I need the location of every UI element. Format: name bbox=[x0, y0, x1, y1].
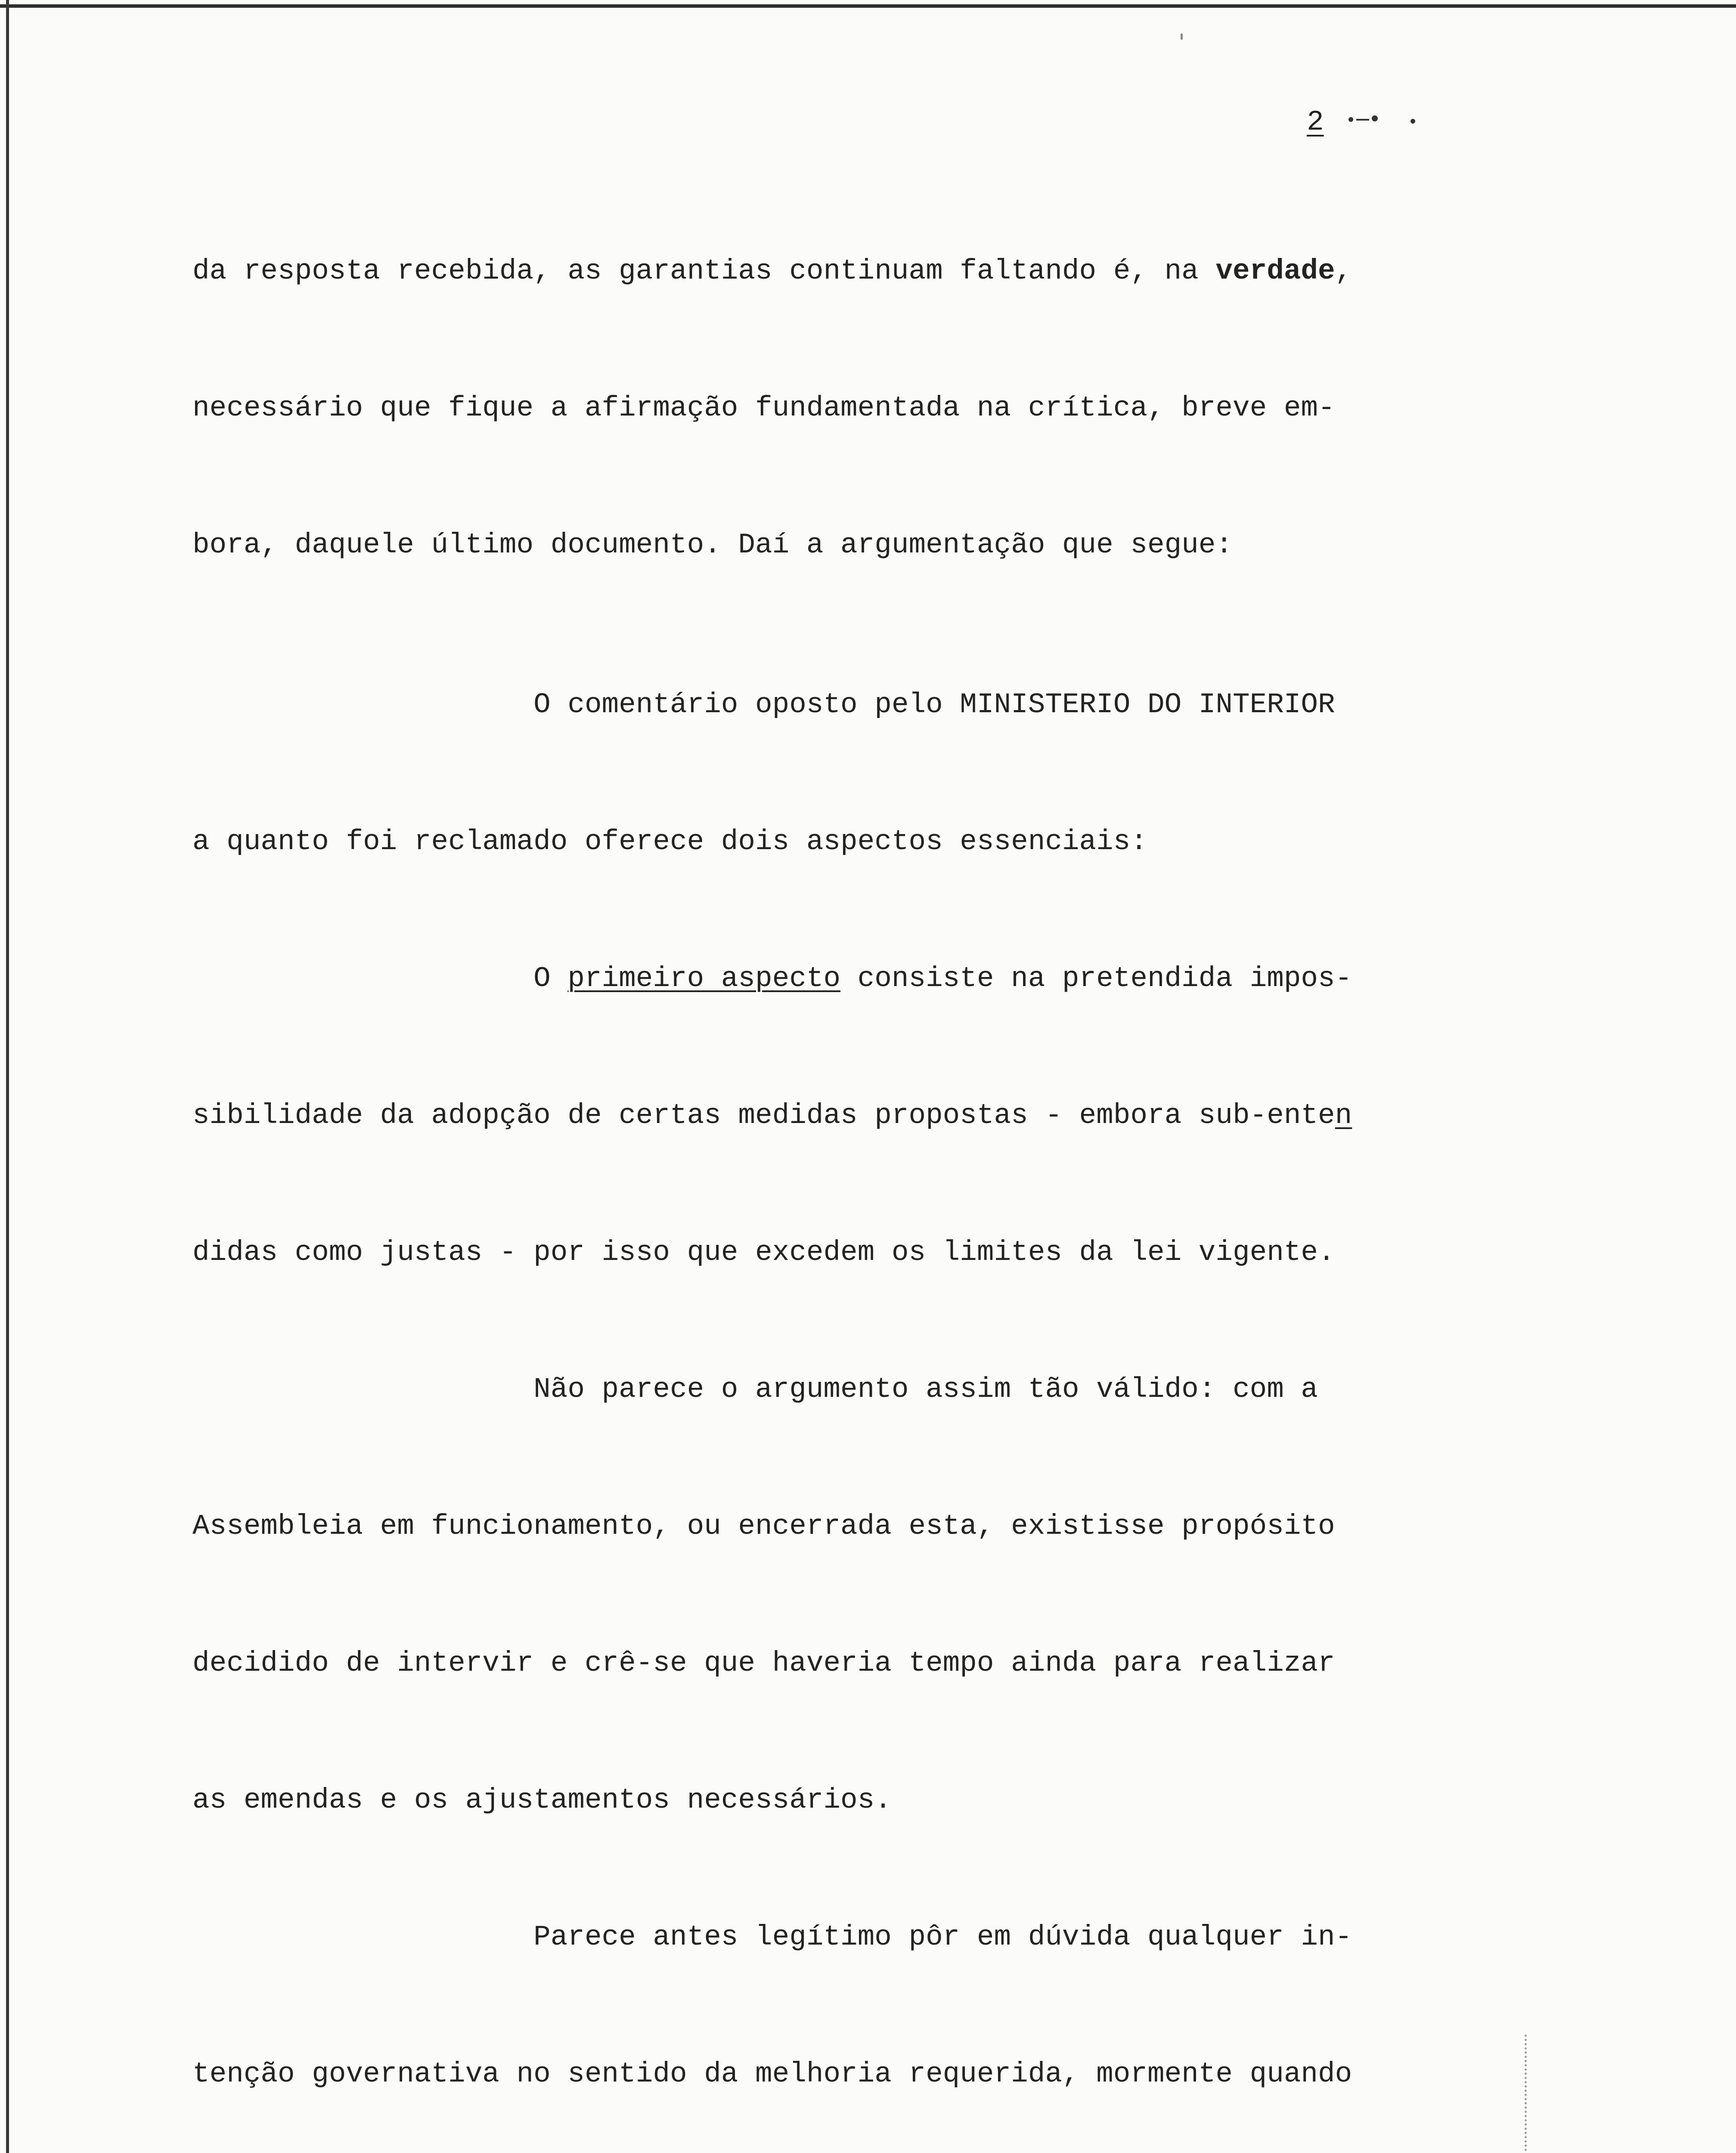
line-text: tenção governativa no sentido da melhoria requerida, mormente quando bbox=[192, 2058, 1352, 2090]
underlined-text: n bbox=[1335, 1099, 1352, 1132]
line-text: as emendas e os ajustamentos necessários. bbox=[192, 1784, 892, 1816]
page-number: 2 bbox=[1307, 106, 1324, 138]
text-line bbox=[192, 1641, 1369, 1686]
text-line bbox=[192, 1778, 1369, 1823]
text-line bbox=[192, 956, 1369, 1002]
typed-dot-mark bbox=[1372, 115, 1378, 121]
line-text: sibilidade da adopção de certas medidas propostas - embora sub-ente bbox=[192, 1099, 1335, 1132]
bold-text: verdade bbox=[1215, 255, 1335, 287]
line-text: , bbox=[1335, 255, 1352, 287]
text-line bbox=[192, 522, 1369, 568]
line-text: didas como justas - por isso que excedem os limites da lei vigente. bbox=[192, 1236, 1335, 1269]
line-text: Parece antes legítimo pôr em dúvida qualquer in- bbox=[533, 1921, 1352, 1953]
line-text: O bbox=[533, 962, 568, 995]
line-text: da resposta recebida, as garantias continuam faltando é, na bbox=[192, 255, 1216, 287]
typed-dot-mark bbox=[1348, 117, 1353, 122]
line-text: Assembleia em funcionamento, ou encerrada esta, existisse propósito bbox=[192, 1510, 1335, 1542]
text-line bbox=[192, 682, 1369, 728]
line-text: necessário que fique a afirmação fundamentada na crítica, breve em- bbox=[192, 392, 1335, 424]
text-line bbox=[192, 1093, 1369, 1139]
scan-speck bbox=[1181, 34, 1183, 40]
text-line bbox=[192, 819, 1369, 865]
text-line bbox=[192, 1504, 1369, 1549]
line-text: bora, daquele último documento. Daí a argumentação que segue: bbox=[192, 529, 1233, 561]
scan-dotted-mark bbox=[1525, 2035, 1527, 2153]
line-text: decidido de intervir e crê-se que haveria tempo ainda para realizar bbox=[192, 1647, 1335, 1679]
text-line bbox=[192, 2051, 1369, 2097]
line-text: a quanto foi reclamado oferece dois aspectos essenciais: bbox=[192, 825, 1147, 858]
text-line bbox=[192, 1367, 1369, 1412]
scan-border-top bbox=[0, 4, 1736, 8]
scan-border-left bbox=[6, 0, 9, 2153]
line-text: consiste na pretendida impos- bbox=[840, 962, 1352, 995]
typed-dot-mark bbox=[1410, 119, 1415, 124]
underlined-text: primeiro aspecto bbox=[567, 962, 841, 995]
text-line bbox=[192, 1230, 1369, 1275]
line-text: O comentário oposto pelo MINISTERIO DO INTERIOR bbox=[533, 689, 1335, 721]
text-line bbox=[192, 248, 1369, 294]
text-line bbox=[192, 1914, 1369, 1960]
text-line bbox=[192, 385, 1369, 431]
document-body bbox=[192, 157, 1369, 2153]
line-text: Não parece o argumento assim tão válido: com a bbox=[533, 1373, 1318, 1405]
typed-dash-mark bbox=[1356, 119, 1369, 121]
